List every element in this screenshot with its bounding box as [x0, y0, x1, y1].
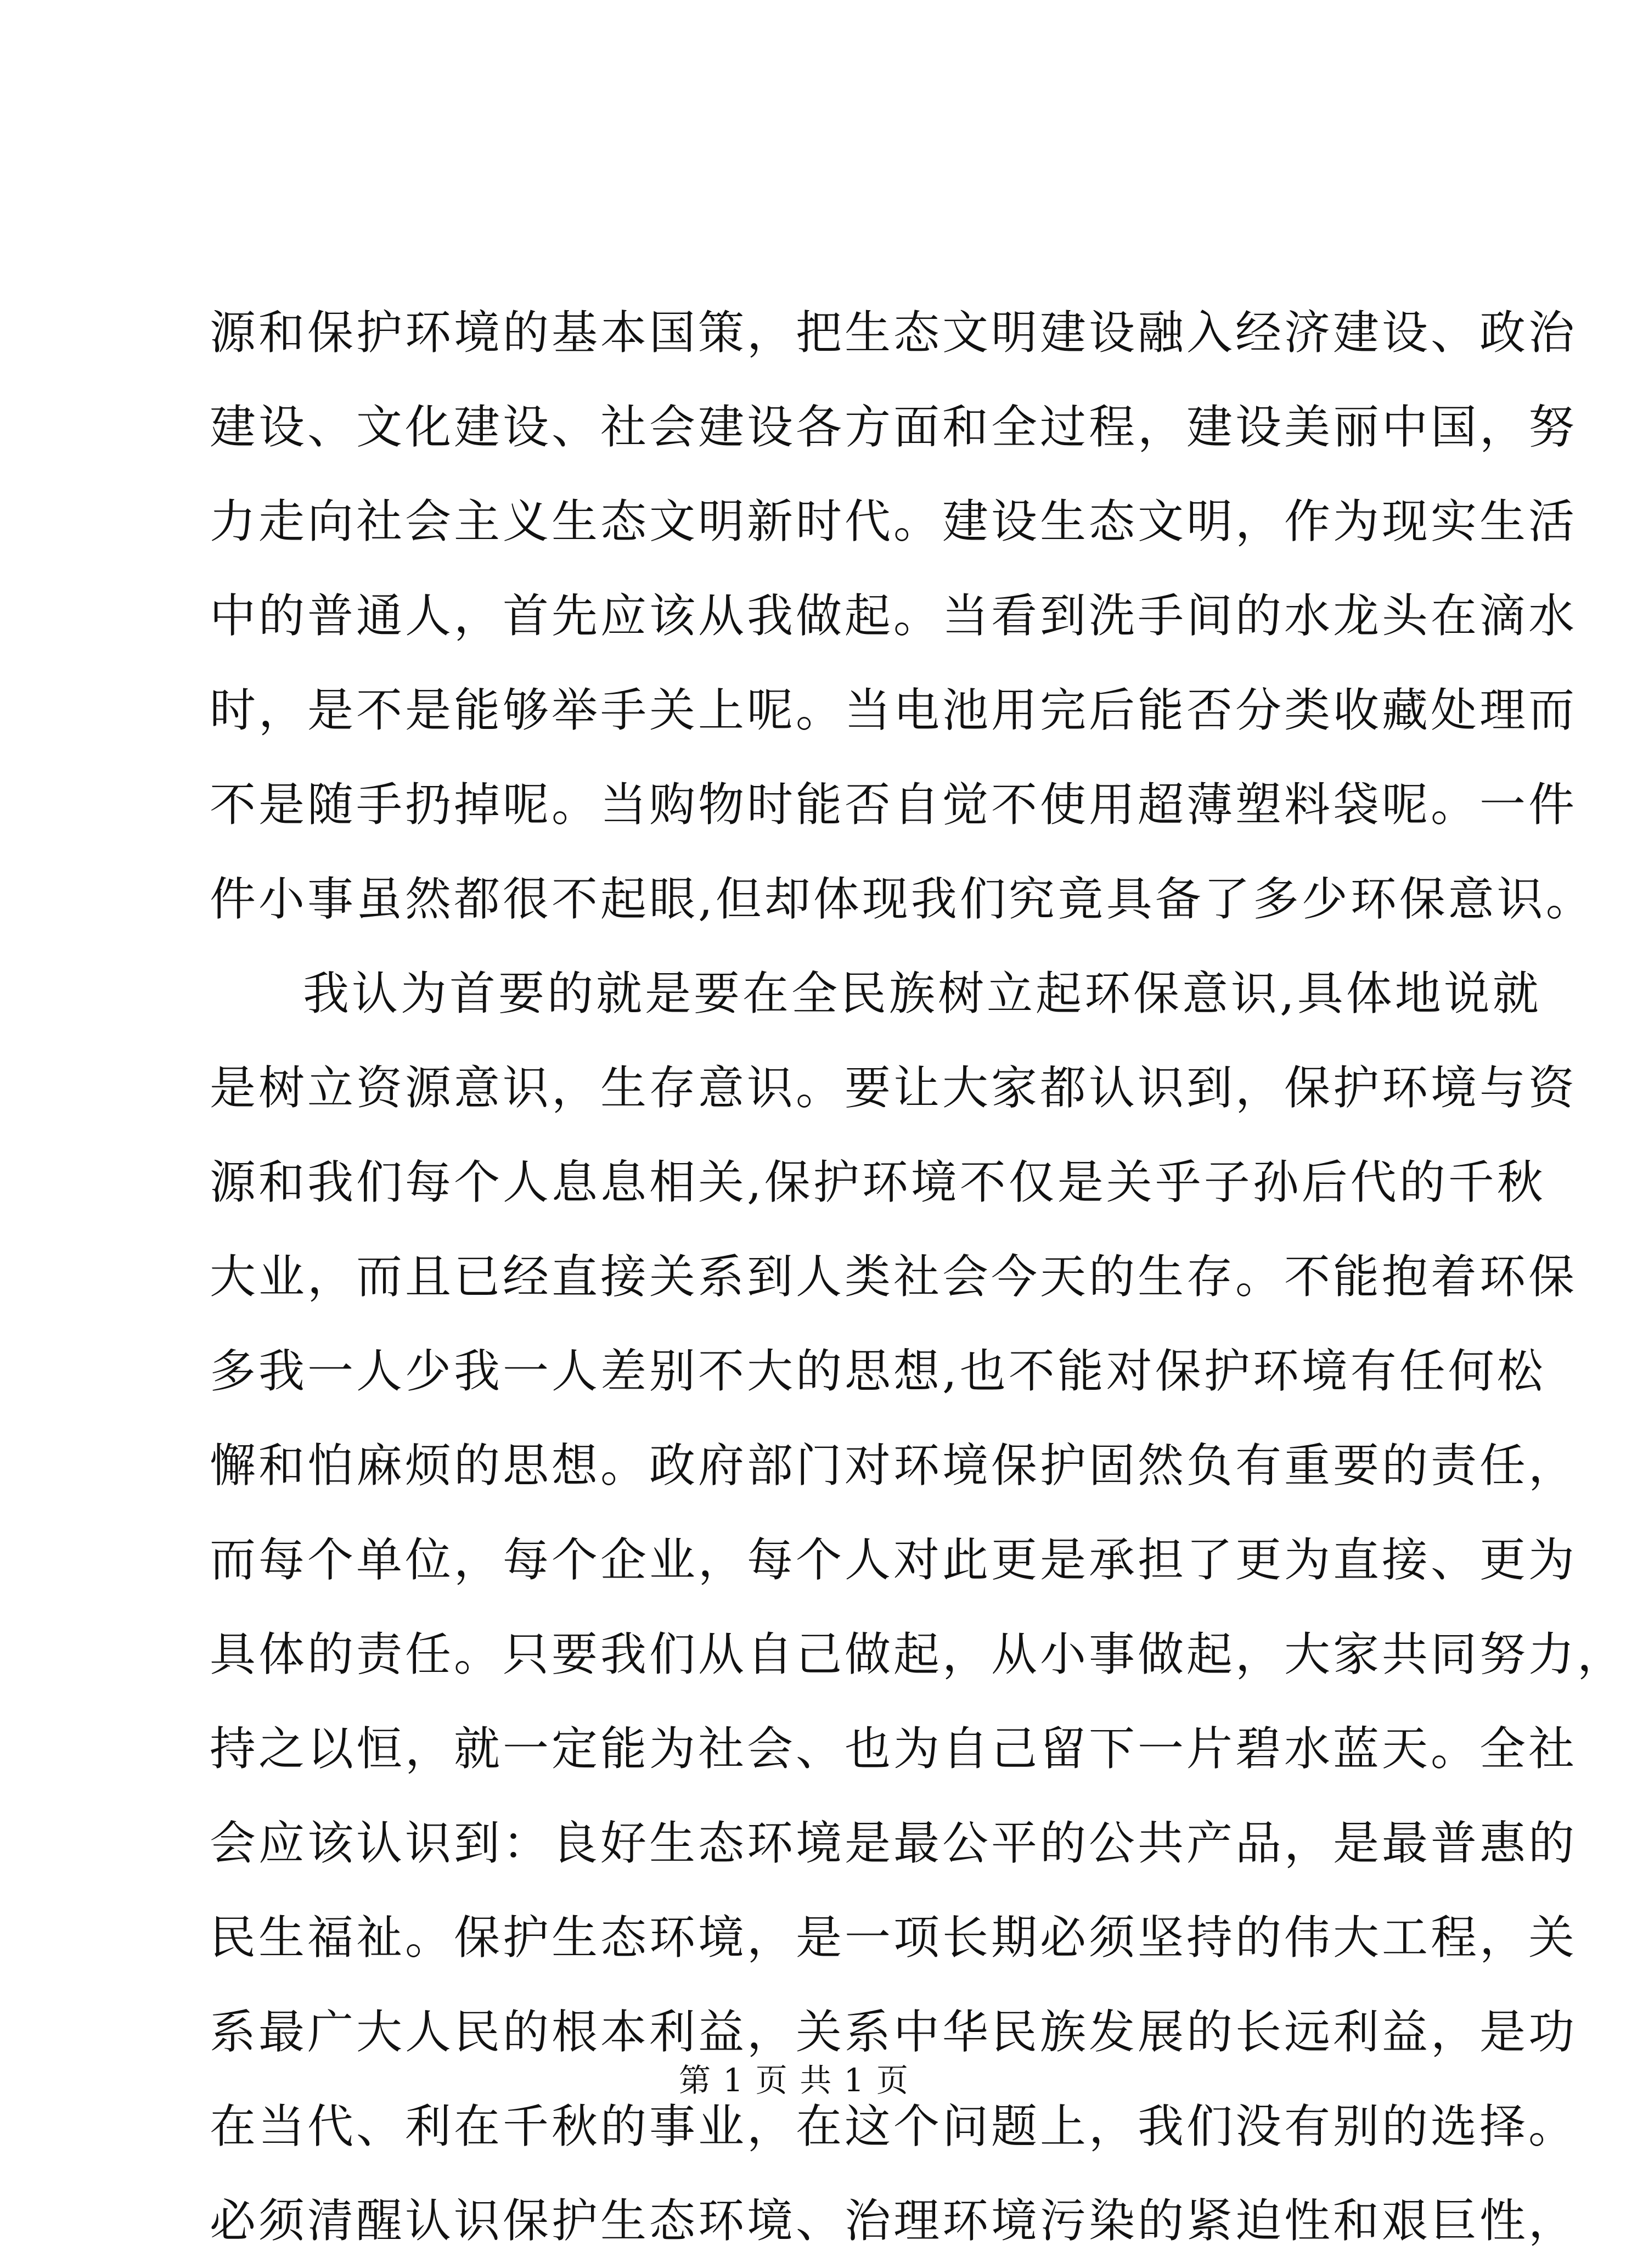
text-line: 具体的责任。只要我们从自己做起，从小事做起，大家共同努力，	[210, 1627, 1626, 1681]
text-line: 件小事虽然都很不起眼,但却体现我们究竟具备了多少环保意识。	[210, 872, 1595, 926]
text-line: 力走向社会主义生态文明新时代。建设生态文明，作为现实生活	[210, 495, 1578, 548]
text-line: 建设、文化建设、社会建设各方面和全过程，建设美丽中国，努	[210, 400, 1578, 454]
text-line: 持之以恒，就一定能为社会、也为自己留下一片碧水蓝天。全社	[210, 1722, 1578, 1776]
text-line: 源和保护环境的基本国策，把生态文明建设融入经济建设、政治	[210, 306, 1578, 360]
text-line: 是树立资源意识，生存意识。要让大家都认识到，保护环境与资	[210, 1061, 1578, 1115]
text-line: 大业，而且已经直接关系到人类社会今天的生存。不能抱着环保	[210, 1250, 1578, 1304]
document-body	[210, 285, 1626, 2268]
text-line: 懈和怕麻烦的思想。政府部门对环境保护固然负有重要的责任，	[210, 1439, 1578, 1492]
text-line: 会应该认识到：良好生态环境是最公平的公共产品，是最普惠的	[210, 1816, 1578, 1870]
text-line: 不是随手扔掉呢。当购物时能否自觉不使用超薄塑料袋呢。一件	[210, 778, 1578, 832]
text-line: 多我一人少我一人差别不大的思想,也不能对保护环境有任何松	[210, 1344, 1546, 1398]
text-line: 源和我们每个人息息相关,保护环境不仅是关乎子孙后代的千秋	[210, 1155, 1546, 1209]
text-line: 在当代、利在千秋的事业，在这个问题上，我们没有别的选择。	[210, 2099, 1578, 2153]
text-line: 系最广大人民的根本利益，关系中华民族发展的长远利益，是功	[210, 2005, 1578, 2059]
text-line: 中的普通人，首先应该从我做起。当看到洗手间的水龙头在滴水	[210, 589, 1578, 643]
page-footer: 第 1 页 共 1 页	[679, 2062, 909, 2099]
text-line: 而每个单位，每个企业，每个人对此更是承担了更为直接、更为	[210, 1533, 1578, 1587]
text-line: 时，是不是能够举手关上呢。当电池用完后能否分类收藏处理而	[210, 683, 1578, 737]
text-line: 必须清醒认识保护生态环境、治理环境污染的紧迫性和艰巨性，	[210, 2194, 1578, 2248]
text-line: 民生福祉。保护生态环境，是一项长期必须坚持的伟大工程，关	[210, 1911, 1578, 1964]
text-line: 我认为首要的就是要在全民族树立起环保意识,具体地说就	[303, 967, 1541, 1020]
